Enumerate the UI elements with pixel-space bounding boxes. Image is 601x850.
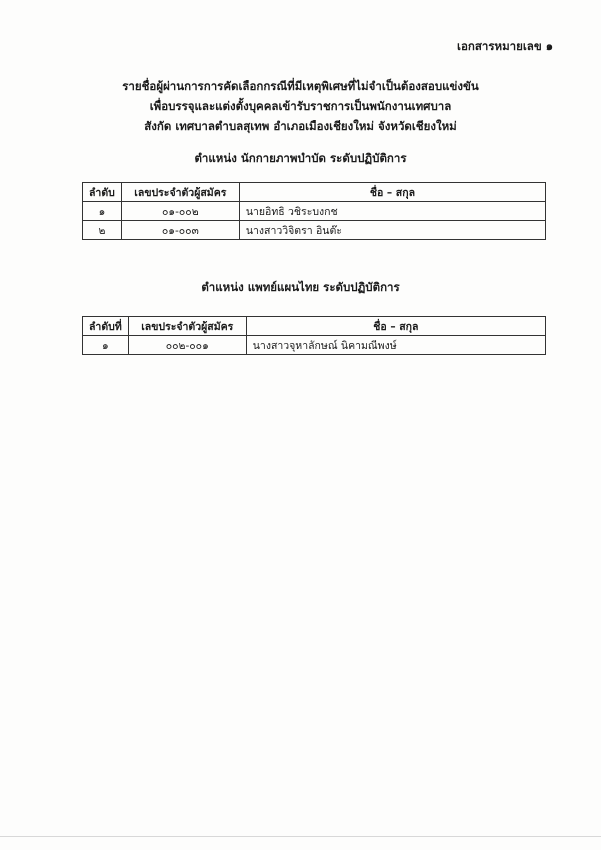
- column-header-applicant-id: เลขประจำตัวผู้สมัคร: [121, 183, 239, 202]
- table-row: [83, 336, 546, 355]
- cell-applicant-id: ๐๑-๐๐๒: [121, 202, 239, 221]
- cell-name: นางสาวจุหาลักษณ์ นิคามณีพงษ์: [246, 336, 545, 355]
- section-title-physiotherapist: ตำแหน่ง นักกายภาพบำบัด ระดับปฏิบัติการ: [194, 151, 407, 165]
- document-number: เอกสารหมายเลข ๑: [457, 39, 553, 53]
- page-bottom-divider: [0, 836, 601, 837]
- table-header-row: [83, 183, 546, 202]
- table-row: [83, 202, 546, 221]
- cell-name: นางสาววิจิตรา อินต๊ะ: [239, 221, 545, 240]
- section-title-thai-traditional-doctor: ตำแหน่ง แพทย์แผนไทย ระดับปฏิบัติการ: [201, 280, 400, 294]
- column-header-no: ลำดับที่: [83, 317, 129, 336]
- column-header-applicant-id: เลขประจำตัวผู้สมัคร: [128, 317, 246, 336]
- candidates-table-physiotherapist: [82, 182, 546, 240]
- heading-line-2: เพื่อบรรจุและแต่งตั้งบุคคลเข้ารับราชการเป็นพนักงานเทศบาล: [149, 99, 452, 113]
- candidates-table-thai-traditional-doctor: [82, 316, 546, 355]
- cell-no: ๒: [83, 221, 122, 240]
- cell-applicant-id: ๐๐๒-๐๐๑: [128, 336, 246, 355]
- table-header-row: [83, 317, 546, 336]
- heading-line-3: สังกัด เทศบาลตำบลสุเทพ อำเภอเมืองเชียงใหม่ จังหวัดเชียงใหม่: [144, 119, 457, 133]
- column-header-no: ลำดับ: [83, 183, 122, 202]
- column-header-name: ชื่อ – สกุล: [239, 183, 545, 202]
- cell-no: ๑: [83, 336, 129, 355]
- cell-name: นายอิทธิ วชิระบงกช: [239, 202, 545, 221]
- table-row: [83, 221, 546, 240]
- cell-no: ๑: [83, 202, 122, 221]
- document-heading: [0, 76, 601, 136]
- heading-line-1: รายชื่อผู้ผ่านการการคัดเลือกกรณีที่มีเหตุพิเศษที่ไม่จำเป็นต้องสอบแข่งขัน: [122, 79, 479, 93]
- column-header-name: ชื่อ – สกุล: [246, 317, 545, 336]
- cell-applicant-id: ๐๑-๐๐๓: [121, 221, 239, 240]
